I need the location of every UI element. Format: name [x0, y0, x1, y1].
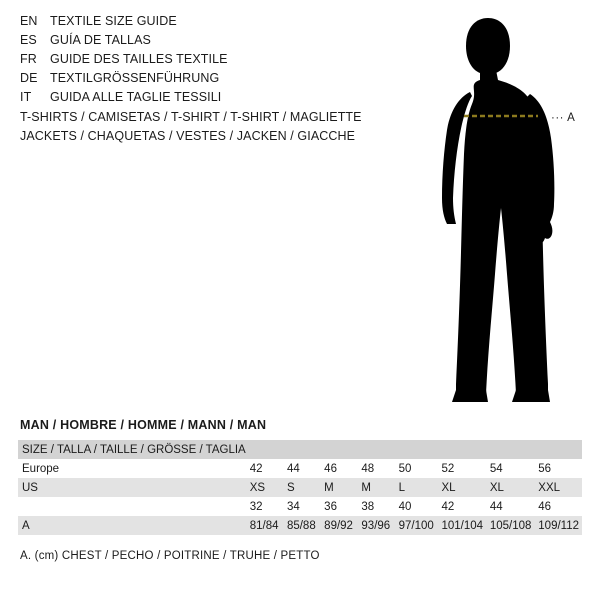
cell: M [357, 478, 394, 497]
category-jackets: JACKETS / CHAQUETAS / VESTES / JACKEN / GIACCHE [20, 129, 356, 143]
measure-label-a [551, 112, 575, 124]
table-title: MAN / HOMBRE / HOMME / MANN / MAN [20, 418, 267, 432]
cell: 48 [357, 459, 394, 478]
cell: 34 [283, 497, 320, 516]
cell [357, 440, 394, 459]
cell [486, 440, 534, 459]
table-row [18, 478, 582, 497]
cell: 105/108 [486, 516, 534, 535]
silhouette-svg [400, 12, 600, 402]
cell: 50 [395, 459, 438, 478]
cell: 46 [534, 497, 582, 516]
row-label [18, 497, 246, 516]
table-row [18, 497, 582, 516]
language-title: GUIDA ALLE TAGLIE TESSILI [50, 90, 222, 104]
language-title: GUIDE DES TAILLES TEXTILE [50, 52, 228, 66]
cell: XS [246, 478, 283, 497]
cell: 36 [320, 497, 357, 516]
cell: L [395, 478, 438, 497]
table-row [18, 516, 582, 535]
cell: 52 [437, 459, 485, 478]
cell: XL [486, 478, 534, 497]
language-code: IT [20, 90, 32, 104]
footnote-chest-measure: A. (cm) CHEST / PECHO / POITRINE / TRUHE / PETTO [20, 550, 320, 562]
language-code: DE [20, 71, 38, 85]
list-item [20, 52, 420, 71]
cell: 101/104 [437, 516, 485, 535]
cell: 89/92 [320, 516, 357, 535]
cell: XXL [534, 478, 582, 497]
language-code: EN [20, 14, 38, 28]
measure-dots: ··· [551, 112, 564, 124]
language-title: TEXTILE SIZE GUIDE [50, 14, 177, 28]
cell: 93/96 [357, 516, 394, 535]
language-code: FR [20, 52, 37, 66]
garment-category-list [20, 110, 362, 148]
cell: 44 [283, 459, 320, 478]
list-item [20, 14, 420, 33]
list-item [20, 71, 420, 90]
language-title: TEXTILGRÖSSENFÜHRUNG [50, 71, 220, 85]
cell: 32 [246, 497, 283, 516]
row-label: A [18, 516, 246, 535]
cell: 44 [486, 497, 534, 516]
cell: 40 [395, 497, 438, 516]
row-label: SIZE / TALLA / TAILLE / GRÖSSE / TAGLIA [18, 440, 246, 459]
cell: 54 [486, 459, 534, 478]
cell: 109/112 [534, 516, 582, 535]
cell [320, 440, 357, 459]
cell [534, 440, 582, 459]
cell: 81/84 [246, 516, 283, 535]
cell: 97/100 [395, 516, 438, 535]
cell [437, 440, 485, 459]
measure-letter: A [567, 112, 576, 124]
cell: XL [437, 478, 485, 497]
list-item [20, 33, 420, 52]
cell [395, 440, 438, 459]
cell: 42 [437, 497, 485, 516]
cell: 38 [357, 497, 394, 516]
list-item [20, 90, 420, 109]
male-silhouette-figure [400, 12, 600, 402]
category-tshirts: T-SHIRTS / CAMISETAS / T-SHIRT / T-SHIRT / MAGLIETTE [20, 110, 362, 124]
table-row-header [18, 440, 582, 459]
cell: M [320, 478, 357, 497]
cell [246, 440, 283, 459]
table-row [18, 459, 582, 478]
language-code: ES [20, 33, 37, 47]
cell: 85/88 [283, 516, 320, 535]
cell: 46 [320, 459, 357, 478]
cell: 56 [534, 459, 582, 478]
cell [283, 440, 320, 459]
row-label: Europe [18, 459, 246, 478]
language-title: GUÍA DE TALLAS [50, 33, 151, 47]
cell: 42 [246, 459, 283, 478]
size-table [18, 440, 582, 535]
language-list [20, 14, 420, 109]
cell: S [283, 478, 320, 497]
row-label: US [18, 478, 246, 497]
